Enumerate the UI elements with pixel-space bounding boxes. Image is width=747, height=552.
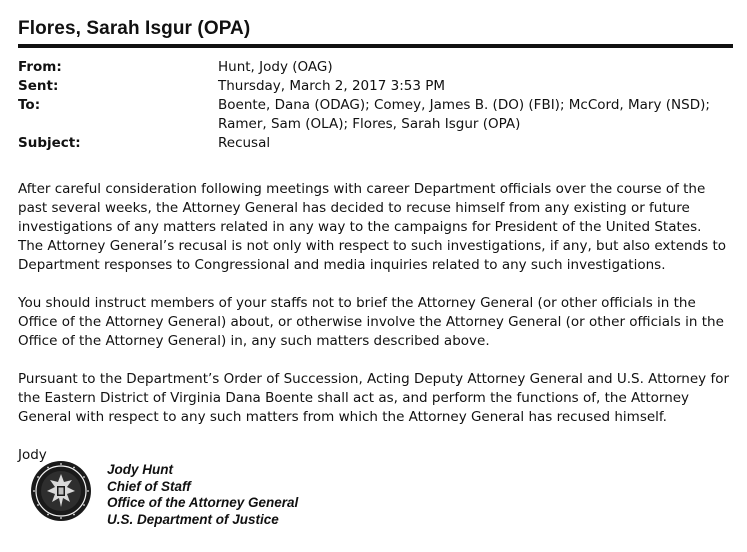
body-paragraph-recusal: After careful consideration following meetings with career Department officials over the course of the past several weeks, the Attorney General has decided to recuse himself from any existing or future investigations of any matters related in any way to the campaigns for President of the United States. The Attorney General’s recusal is not only with respect to such investigations, if any, but also extends to Department responses to Congressional and media inquiries related to any such investigations. — [18, 181, 727, 273]
doj-seal-icon — [30, 460, 92, 522]
email-title: Flores, Sarah Isgur (OPA) — [18, 18, 251, 39]
sent-value: Thursday, March 2, 2017 3:53 PM — [218, 78, 446, 94]
from-value: Hunt, Jody (OAG) — [218, 59, 333, 75]
to-value: Boente, Dana (ODAG); Comey, James B. (DO) (FBI); McCord, Mary (NSD); Ramer, Sam (OLA); Flores, Sarah Isgur (OPA) — [218, 97, 710, 132]
signature-block — [107, 462, 298, 528]
to-label: To: — [18, 97, 41, 113]
body-paragraph-instruct: You should instruct members of your staffs not to brief the Attorney General (or other officials in the Office of the Attorney General) about, or otherwise involve the Attorney General (or other officials in the Office of the Attorney General) in, any such matters described above. — [18, 295, 724, 349]
email-body — [18, 180, 730, 484]
header-row-from — [18, 58, 733, 77]
title-rule — [18, 44, 733, 48]
subject-label: Subject: — [18, 135, 81, 151]
signature-role: Chief of Staff — [107, 478, 191, 494]
signature-department: U.S. Department of Justice — [107, 511, 279, 527]
from-label: From: — [18, 59, 62, 75]
header-row-subject — [18, 134, 733, 153]
subject-value: Recusal — [218, 135, 271, 151]
header-row-sent — [18, 77, 733, 96]
header-row-to — [18, 96, 733, 134]
body-paragraph-succession: Pursuant to the Department’s Order of Succession, Acting Deputy Attorney General and U.S. Attorney for the Eastern District of Virginia Dana Boente shall act as, and perform the functions of, the Attorney General with respect to any such matters from which the Attorney General has recused himself. — [18, 371, 730, 425]
signature-office: Office of the Attorney General — [107, 495, 299, 510]
body-signoff: Jody — [18, 447, 47, 463]
email-header — [18, 58, 733, 153]
sent-label: Sent: — [18, 78, 59, 94]
signature-name: Jody Hunt — [107, 462, 173, 477]
